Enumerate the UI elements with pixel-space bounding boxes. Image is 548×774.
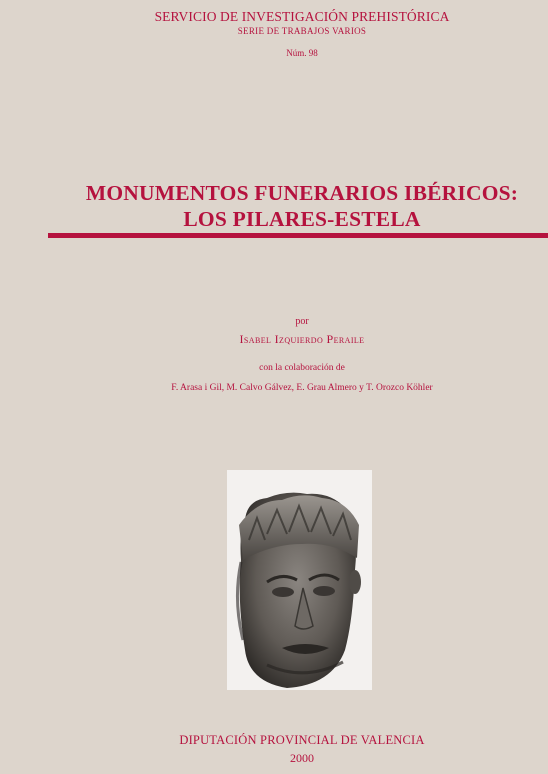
book-title-line-2: LOS PILARES-ESTELA <box>183 207 421 231</box>
collaboration-label: con la colaboración de <box>259 363 345 373</box>
sculpture-head-photo <box>227 470 372 690</box>
series-subtitle: SERIE DE TRABAJOS VARIOS <box>237 26 367 36</box>
by-label: por <box>295 316 309 327</box>
series-title: SERVICIO DE INVESTIGACIÓN PREHISTÓRICA <box>154 9 450 24</box>
publication-year: 2000 <box>290 751 314 765</box>
book-title-line-1: MONUMENTOS FUNERARIOS IBÉRICOS: <box>85 181 519 205</box>
publisher-name: DIPUTACIÓN PROVINCIAL DE VALENCIA <box>179 733 425 747</box>
title-rule <box>48 233 548 238</box>
author-name: Isabel Izquierdo Peraile <box>239 332 365 346</box>
collaborators-names: F. Arasa i Gil, M. Calvo Gálvez, E. Grau Almero y T. Orozco Köhler <box>171 383 433 393</box>
sculpture-head-image <box>227 470 372 690</box>
book-title <box>28 180 548 232</box>
series-number: Núm. 98 <box>286 48 318 58</box>
